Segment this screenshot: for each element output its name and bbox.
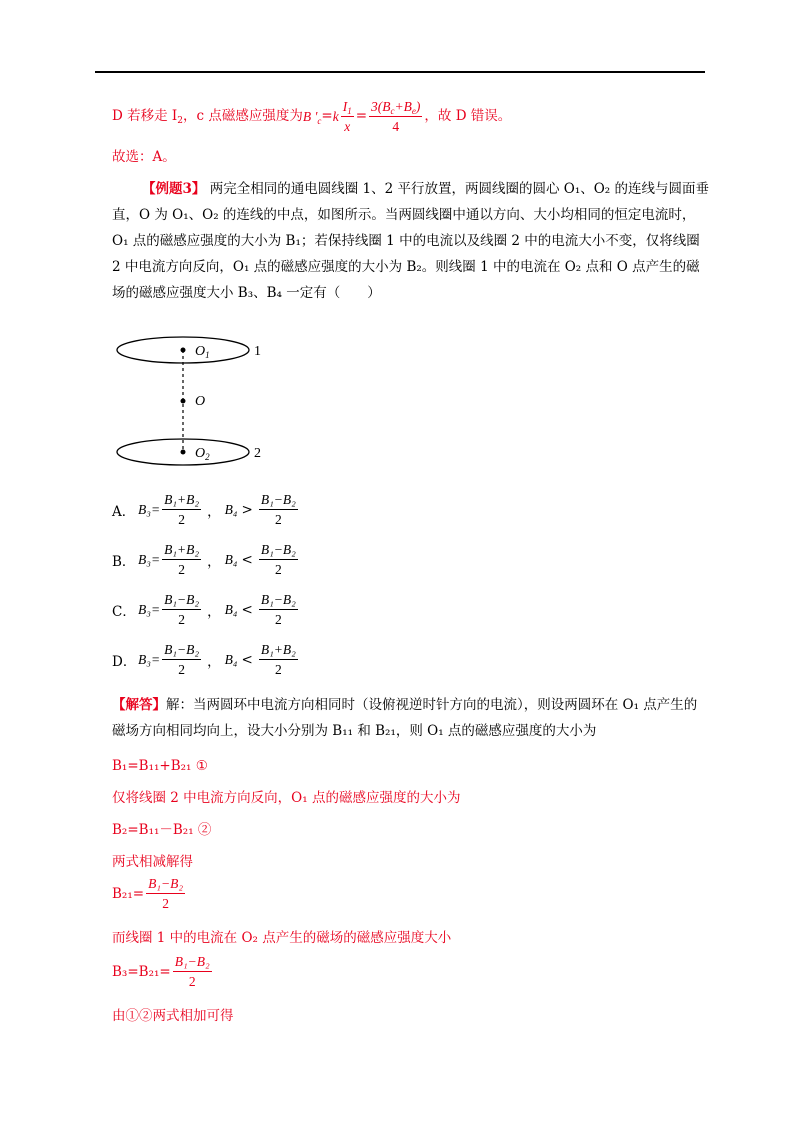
coils-figure xyxy=(115,333,275,473)
b3-symbol: B₃= xyxy=(138,502,161,517)
option-label: D． xyxy=(112,654,137,670)
solution-step2: 仅将线圈 2 中电流方向反向，O₁ 点的磁感应强度的大小为 xyxy=(112,790,461,806)
coil-1-label: 1 xyxy=(254,344,261,359)
point-o2 xyxy=(181,450,186,455)
label-o1: $O_1$ xyxy=(195,344,210,360)
label-o: O xyxy=(195,394,206,409)
d-eq2: = xyxy=(355,108,368,125)
point-o1 xyxy=(181,348,186,353)
solution-intro-text: 解：当两圆环中电流方向相同时（设俯视逆时针方向的电流），则设两圆环在 O₁ 点产生的磁场方向相同均向上，设大小分别为 B₁₁ 和 B₂₁，则 O₁ 点的磁感应强度的大小为 xyxy=(112,697,698,739)
b4-fraction: $\frac{\text{B₁−B₂}}{2}$ xyxy=(260,492,296,527)
solution-step3: 两式相减解得 xyxy=(112,854,193,870)
b4-fraction: $\frac{\text{B₁+B₂}}{2}$ xyxy=(260,642,296,677)
b3-fraction: $\frac{\text{B₁+B₂}}{2}$ xyxy=(164,492,200,527)
d-prefix: D 若移走 $I_2$ xyxy=(112,108,183,127)
solution-step5: 由①②两式相加可得 xyxy=(112,1008,234,1024)
b3-symbol: B₃= xyxy=(138,552,161,567)
option-c[interactable]: C． B₃= $\frac{\text{B₁−B₂}}{2}$ ， B₄ < $\frac{\text{B₁−B₂}}{2}$ xyxy=(112,592,296,627)
eq4-lhs: B₃=B₂₁= xyxy=(112,964,171,980)
b3-symbol: B₃= xyxy=(138,602,161,617)
b4-symbol: B₄ xyxy=(224,552,238,567)
b4-relation: < xyxy=(241,552,253,568)
option-label: C． xyxy=(112,604,136,620)
solution-intro xyxy=(112,692,710,744)
top-rule xyxy=(95,71,705,73)
solution-tag: 【解答】 xyxy=(112,697,166,713)
b4-symbol: B₄ xyxy=(224,602,238,617)
point-o xyxy=(181,399,186,404)
b4-symbol: B₄ xyxy=(224,502,238,517)
b4-fraction: $\frac{\text{B₁−B₂}}{2}$ xyxy=(260,542,296,577)
answer-select: 故选：A。 xyxy=(112,149,176,165)
option-b[interactable]: B． B₃= $\frac{\text{B₁+B₂}}{2}$ ， B₄ < $\frac{\text{B₁−B₂}}{2}$ xyxy=(112,542,296,577)
solution-step4: 而线圈 1 中的电流在 O₂ 点产生的磁场的磁感应强度大小 xyxy=(112,930,452,946)
example-text: 两完全相同的通电圆线圈 1、2 平行放置，两圆线圈的圆心 O₁、O₂ 的连线与圆面垂直，O 为 O₁、O₂ 的连线的中点，如图所示。当两圆线圈中通以方向、大小均相同的恒定电流时，O₁ 点的磁感应强度的大小为 B₁；若保持线圈 1 中的电流以及线圈 2 中的电流大小不变，仅将线圈 2 中电流方向反向，O₁ 点的磁感应强度的大小为 B₂。则线圈 1 中的电流在 O₂ 点和 O 点产生的磁场的磁感应强度大小 B₃、B₄ 一定有（ ） xyxy=(112,181,710,301)
eq4-fraction: $\frac{\text{B₁−B₂}}{2}$ xyxy=(174,954,210,989)
d-frac2: $\frac{3(B_c+B_e)}{4}$ xyxy=(371,99,421,134)
option-d[interactable]: D． B₃= $\frac{\text{B₁−B₂}}{2}$ ， B₄ < $\frac{\text{B₁+B₂}}{2}$ xyxy=(112,642,296,677)
solution-eq3 xyxy=(112,874,187,914)
option-label: B． xyxy=(112,554,136,570)
option-d-conclusion xyxy=(112,100,511,134)
b3-symbol: B₃= xyxy=(138,652,161,667)
b4-relation: < xyxy=(241,652,253,668)
solution-eq1: B₁=B₁₁+B₂₁ ① xyxy=(112,758,208,774)
b3-fraction: $\frac{\text{B₁+B₂}}{2}$ xyxy=(164,542,200,577)
b4-relation: < xyxy=(241,602,253,618)
example-3 xyxy=(112,176,710,306)
d-eq1: = xyxy=(321,108,333,125)
eq3-lhs: B₂₁= xyxy=(112,886,145,902)
b3-fraction: $\frac{\text{B₁−B₂}}{2}$ xyxy=(164,642,200,677)
eq3-fraction: $\frac{\text{B₁−B₂}}{2}$ xyxy=(148,876,184,911)
d-k: k xyxy=(332,109,339,125)
solution-eq2: B₂=B₁₁－B₂₁ ② xyxy=(112,822,212,838)
d-lhs: B $'_c$ xyxy=(302,109,322,127)
label-o2: $O_2$ xyxy=(195,446,210,462)
option-label: A． xyxy=(112,504,136,520)
b4-fraction: $\frac{\text{B₁−B₂}}{2}$ xyxy=(260,592,296,627)
d-mid: ，c 点磁感应强度为 xyxy=(182,108,303,125)
b4-symbol: B₄ xyxy=(224,652,238,667)
solution-eq4 xyxy=(112,952,214,992)
d-suffix: ，故 D 错误。 xyxy=(424,108,512,125)
b3-fraction: $\frac{\text{B₁−B₂}}{2}$ xyxy=(164,592,200,627)
option-a[interactable]: A． B₃= $\frac{\text{B₁+B₂}}{2}$ ， B₄ > $\frac{\text{B₁−B₂}}{2}$ xyxy=(112,492,296,527)
coil-2-label: 2 xyxy=(254,446,261,461)
b4-relation: > xyxy=(241,502,253,518)
example-tag: 【例题3】 xyxy=(142,181,206,197)
d-frac1: $\frac{I_1}{x}$ xyxy=(342,99,352,134)
